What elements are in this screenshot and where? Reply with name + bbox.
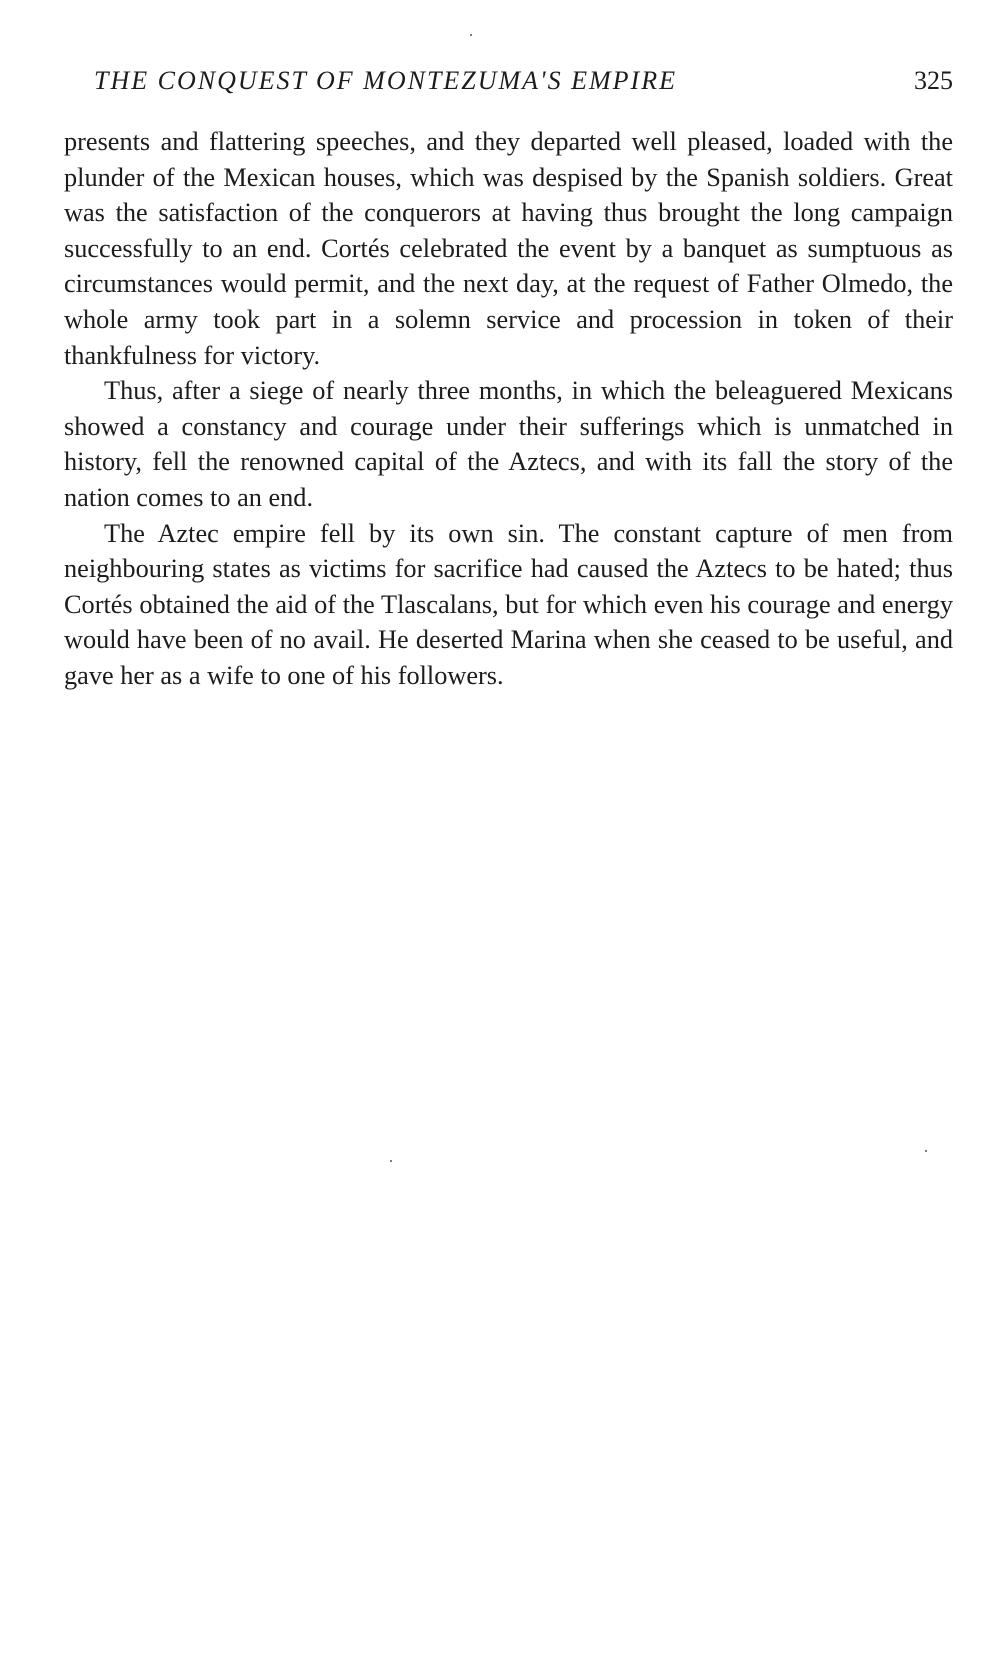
paragraph-continued: presents and flattering speeches, and they departed well pleased, loaded with the plunder of the Mexican houses, which was despised by the Spanish soldiers. Great was the satisfaction of the conquerors at having thus brought the long campaign successfully to an end. Cortés celebrated the event by a banquet as sumptuous as circumstances would permit, and the next day, at the request of Father Olmedo, the whole army took part in a solemn service and procession in token of their thankfulness for victory. <box>64 127 953 370</box>
running-head-title: THE CONQUEST OF MONTEZUMA'S EMPIRE <box>94 66 677 95</box>
running-head <box>64 66 953 96</box>
body-text <box>64 124 953 694</box>
scan-speck <box>470 34 472 36</box>
page-number: 325 <box>914 66 953 95</box>
scan-speck <box>390 1160 392 1162</box>
scan-speck <box>925 1150 927 1152</box>
paragraph-siege: Thus, after a siege of nearly three months, in which the beleaguered Mexicans showed a constancy and courage under their sufferings which is unmatched in history, fell the renowned capital of the Aztecs, and with its fall the story of the nation comes to an end. <box>64 376 953 512</box>
paragraph-aztec-empire: The Aztec empire fell by its own sin. The constant capture of men from neighbouring states as victims for sacrifice had caused the Aztecs to be hated; thus Cortés obtained the aid of the Tlascalans, but for which even his courage and energy would have been of no avail. He deserted Marina when she ceased to be useful, and gave her as a wife to one of his followers. <box>64 518 953 690</box>
